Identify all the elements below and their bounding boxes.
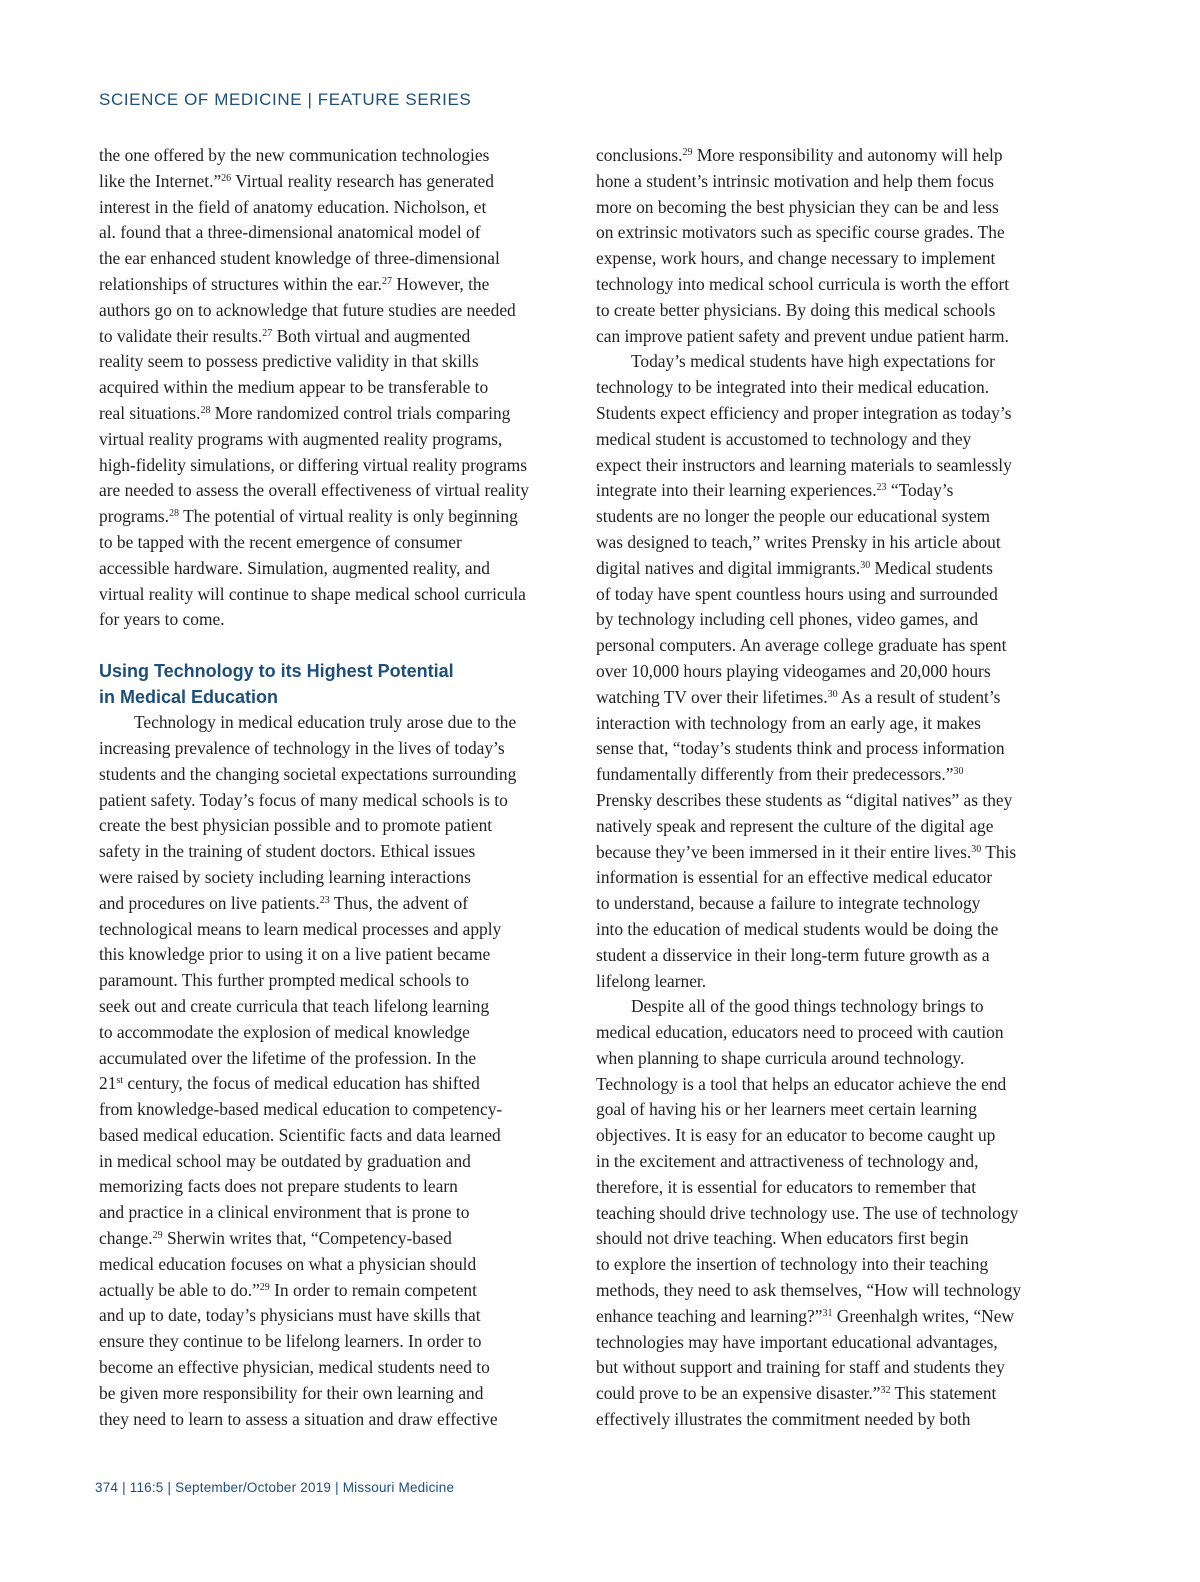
citation: 27 [382,275,393,287]
citation: 29 [259,1281,270,1293]
text-line: the ear enhanced student knowledge of three-dimensional [99,248,500,269]
text-line: safety in the training of student doctors. Ethical issues [99,841,476,862]
text-line: teaching should drive technology use. The use of technology [596,1202,1019,1223]
text-line: information is essential for an effective medical educator [596,867,993,888]
text-line: Technology in medical education truly arose due to the [134,712,517,733]
text-line: technologies may have important educational advantages, [596,1331,998,1352]
text-line: objectives. It is easy for an educator to become caught up [596,1125,996,1146]
text-line: digital natives and digital immigrants.$^{30}$ Medical students [596,557,993,578]
citation: 30 [827,688,838,700]
citation: 26 [221,172,232,184]
citation: 23 [876,482,887,494]
text-line: be given more responsibility for their own learning and [99,1382,484,1403]
text-line: actually be able to do.”$^{29}$ In order to remain competent [99,1279,477,1300]
text-line: but without support and training for staff and students they [596,1357,1005,1378]
text-line: medical education, educators need to proceed with caution [596,1022,1004,1043]
citation: 27 [262,327,273,339]
text-line: student a disservice in their long-term future growth as a [596,944,990,965]
text-line: can improve patient safety and prevent undue patient harm. [596,325,1009,346]
text-line: natively speak and represent the culture of the digital age [596,815,994,836]
text-line: when planning to shape curricula around technology. [596,1047,965,1068]
text-line: students and the changing societal expectations surrounding [99,763,517,784]
citation: 31 [822,1307,833,1319]
text-line: and up to date, today’s physicians must have skills that [99,1305,481,1326]
text-line: high-fidelity simulations, or differing virtual reality programs [99,454,528,475]
paragraph [596,994,1070,1433]
text-line: hone a student’s intrinsic motivation and help them focus [596,170,994,191]
citation: 30 [971,843,982,855]
text-line: in medical school may be outdated by graduation and [99,1150,471,1171]
text-line: 21st century, the focus of medical education has shifted [99,1073,480,1094]
text-line: in the excitement and attractiveness of technology and, [596,1151,979,1172]
paragraph [99,710,571,1432]
citation: 29 [152,1230,163,1242]
text-line: students are no longer the people our educational system [596,506,991,527]
text-line: change.$^{29}$ Sherwin writes that, “Competency-based [99,1228,452,1249]
right-column [596,143,1070,1433]
text-line: integrate into their learning experiences.$^{23}$ “Today’s [596,480,954,501]
text-line: acquired within the medium appear to be transferable to [99,377,489,398]
text-line: the one offered by the new communication technologies [99,145,490,165]
text-line: increasing prevalence of technology in the lives of today’s [99,737,505,758]
citation: 28 [200,404,211,416]
text-line: to explore the insertion of technology into their teaching [596,1254,989,1275]
text-line: paramount. This further prompted medical schools to [99,970,470,991]
text-line: Despite all of the good things technology brings to [631,996,984,1017]
text-line: virtual reality will continue to shape medical school curricula [99,583,526,604]
text-line: medical education focuses on what a physician should [99,1253,477,1274]
text-line: Today’s medical students have high expectations for [631,351,995,372]
text-line: by technology including cell phones, video games, and [596,609,979,630]
text-line: because they’ve been immersed in it their entire lives.$^{30}$ This [596,841,1017,862]
left-column [99,143,571,1432]
paragraph [99,143,571,633]
text-line: personal computers. An average college graduate has spent [596,635,1007,656]
text-line: methods, they need to ask themselves, “How will technology [596,1280,1022,1301]
text-line: they need to learn to assess a situation and draw effective [99,1408,498,1429]
text-line: lifelong learner. [596,970,707,991]
text-line: memorizing facts does not prepare students to learn [99,1176,458,1197]
text-line: become an effective physician, medical students need to [99,1357,490,1378]
text-line: technology into medical school curricula is worth the effort [596,273,1010,294]
text-line: patient safety. Today’s focus of many medical schools is to [99,789,508,810]
text-line: Prensky describes these students as “digital natives” as they [596,789,1013,810]
text-line: accumulated over the lifetime of the profession. In the [99,1047,477,1068]
page-footer: 374 | 116:5 | September/October 2019 | Missouri Medicine [95,1480,455,1495]
text-line: interest in the field of anatomy education. Nicholson, et [99,196,487,217]
text-line: to understand, because a failure to integrate technology [596,893,981,914]
text-line: relationships of structures within the ear.$^{27}$ However, the [99,273,490,294]
text-line: should not drive teaching. When educators first begin [596,1228,969,1249]
text-line: fundamentally differently from their predecessors.”$^{30}$ [596,764,964,785]
text-line: from knowledge-based medical education to competency- [99,1099,503,1120]
text-line: are needed to assess the overall effectiveness of virtual reality [99,480,529,501]
text-line: over 10,000 hours playing videogames and 20,000 hours [596,660,991,681]
text-line: programs.$^{28}$ The potential of virtual reality is only beginning [99,506,518,527]
text-line: more on becoming the best physician they can be and less [596,196,999,217]
text-line: accessible hardware. Simulation, augmented reality, and [99,557,490,578]
text-line: goal of having his or her learners meet certain learning [596,1099,977,1120]
citation: 23 [319,894,330,906]
text-line: Students expect efficiency and proper integration as today’s [596,402,1012,423]
text-line: technology to be integrated into their medical education. [596,377,990,398]
ordinal-suffix: st [116,1075,124,1087]
text-line: reality seem to possess predictive validity in that skills [99,351,479,372]
citation: 28 [169,508,180,520]
text-line: seek out and create curricula that teach lifelong learning [99,995,490,1016]
text-line: medical student is accustomed to technology and they [596,428,972,449]
text-line: of today have spent countless hours using and surrounded [596,583,998,604]
text-line: al. found that a three-dimensional anatomical model of [99,222,481,243]
text-line: conclusions.$^{29}$ More responsibility and autonomy will help [596,145,1003,165]
text-line: on extrinsic motivators such as specific course grades. The [596,222,1005,243]
text-line: to create better physicians. By doing this medical schools [596,299,996,320]
paragraph [596,349,1070,994]
text-line: could prove to be an expensive disaster.”$^{32}$ This statement [596,1383,997,1404]
text-line: enhance teaching and learning?”$^{31}$ Greenhalgh writes, “New [596,1305,1015,1326]
text-line: and procedures on live patients.$^{23}$ Thus, the advent of [99,892,468,913]
text-line: ensure they continue to be lifelong learners. In order to [99,1331,482,1352]
citation: 30 [953,766,964,778]
citation: 29 [682,147,693,158]
section-heading: Using Technology to its Highest Potential in Medical Education [99,661,454,708]
text-line: this knowledge prior to using it on a live patient became [99,944,491,965]
text-line: Technology is a tool that helps an educator achieve the end [596,1073,1007,1094]
citation: 32 [880,1385,891,1397]
text-line: like the Internet.”$^{26}$ Virtual reality research has generated [99,170,494,191]
text-line: real situations.$^{28}$ More randomized control trials comparing [99,402,511,423]
text-line: technological means to learn medical processes and apply [99,918,502,939]
text-line: therefore, it is essential for educators to remember that [596,1176,977,1197]
text-line: sense that, “today’s students think and process information [596,738,1005,759]
text-line: expense, work hours, and change necessary to implement [596,248,996,269]
text-line: and practice in a clinical environment that is prone to [99,1202,470,1223]
text-line: into the education of medical students would be doing the [596,918,999,939]
text-line: watching TV over their lifetimes.$^{30}$ As a result of student’s [596,686,1001,707]
text-line: create the best physician possible and to promote patient [99,815,493,836]
text-line: expect their instructors and learning materials to seamlessly [596,454,1012,475]
paragraph [596,143,1070,349]
text-line: was designed to teach,” writes Prensky in his article about [596,531,1001,552]
text-line: effectively illustrates the commitment needed by both [596,1409,971,1430]
text-line: based medical education. Scientific facts and data learned [99,1124,501,1145]
text-line: to validate their results.$^{27}$ Both virtual and augmented [99,325,471,346]
text-line: to be tapped with the recent emergence of consumer [99,531,462,552]
citation: 30 [860,559,871,571]
text-line: authors go on to acknowledge that future studies are needed [99,299,516,320]
text-line: interaction with technology from an early age, it makes [596,712,981,733]
text-line: were raised by society including learning interactions [99,866,471,887]
text-line: for years to come. [99,609,225,630]
text-line: virtual reality programs with augmented reality programs, [99,428,503,449]
running-header: SCIENCE OF MEDICINE | FEATURE SERIES [99,90,472,109]
text-line: to accommodate the explosion of medical knowledge [99,1021,470,1042]
